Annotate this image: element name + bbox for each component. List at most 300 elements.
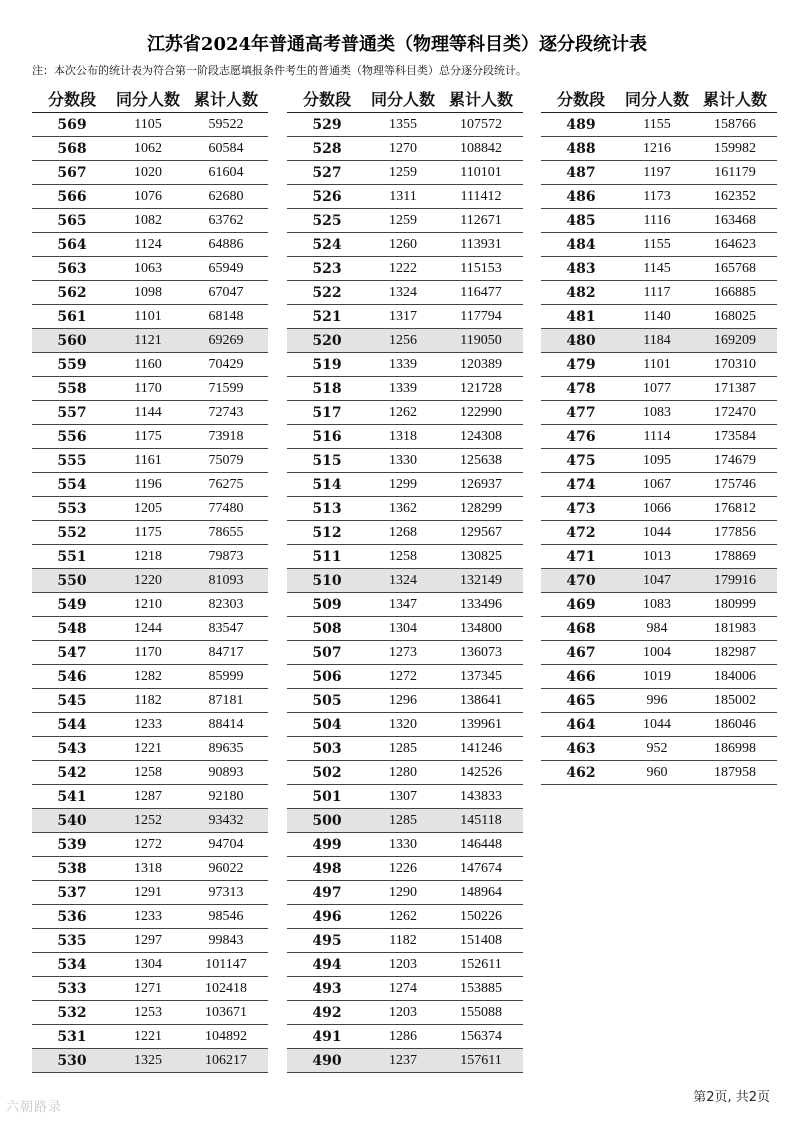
cell-same-score-count: 1311 [389, 188, 417, 204]
header-score-range: 分数段 [302, 89, 351, 109]
cell-score: 492 [312, 1004, 342, 1021]
table-row [287, 377, 523, 401]
cell-same-score-count: 1121 [134, 332, 162, 348]
cell-score: 513 [312, 500, 342, 517]
cell-cumulative-count: 73918 [208, 428, 244, 444]
cell-same-score-count: 1076 [134, 188, 162, 204]
cell-same-score-count: 1203 [389, 956, 417, 972]
cell-score: 497 [312, 884, 342, 901]
cell-cumulative-count: 178869 [714, 548, 756, 564]
cell-score: 551 [57, 548, 87, 565]
table-body [287, 113, 523, 1073]
table-row [32, 137, 268, 161]
table-row [32, 1025, 268, 1049]
cell-score: 503 [312, 740, 342, 757]
table-row [287, 593, 523, 617]
cell-score: 552 [57, 524, 87, 541]
cell-score: 553 [57, 500, 87, 517]
cell-same-score-count: 1020 [134, 164, 162, 180]
table-row [541, 617, 777, 641]
cell-same-score-count: 1299 [389, 476, 417, 492]
cell-same-score-count: 1098 [134, 284, 162, 300]
header-score-range: 分数段 [47, 89, 96, 109]
cell-cumulative-count: 77480 [208, 500, 244, 516]
cell-cumulative-count: 174679 [714, 452, 756, 468]
cell-score: 556 [57, 428, 87, 445]
cell-same-score-count: 1095 [643, 452, 671, 468]
table-row [32, 641, 268, 665]
cell-cumulative-count: 111412 [460, 188, 502, 204]
header-same-score-count: 同分人数 [115, 89, 180, 109]
cell-score: 547 [57, 644, 87, 661]
cell-score: 478 [566, 380, 596, 397]
table-row [541, 497, 777, 521]
cell-cumulative-count: 172470 [714, 404, 756, 420]
cell-score: 525 [312, 212, 342, 229]
cell-same-score-count: 1184 [643, 332, 671, 348]
cell-score: 538 [57, 860, 87, 877]
cell-same-score-count: 1256 [389, 332, 417, 348]
cell-score: 554 [57, 476, 87, 493]
cell-cumulative-count: 139961 [460, 716, 502, 732]
table-row [541, 593, 777, 617]
cell-same-score-count: 1101 [134, 308, 162, 324]
table-row [287, 761, 523, 785]
cell-same-score-count: 1285 [389, 740, 417, 756]
cell-same-score-count: 1124 [134, 236, 162, 252]
cell-cumulative-count: 142526 [460, 764, 502, 780]
cell-score: 467 [566, 644, 596, 661]
cell-score: 505 [312, 692, 342, 709]
cell-score: 546 [57, 668, 87, 685]
cell-same-score-count: 1270 [389, 140, 417, 156]
table-row [287, 905, 523, 929]
cell-cumulative-count: 78655 [208, 524, 244, 540]
cell-cumulative-count: 186046 [714, 716, 756, 732]
cell-cumulative-count: 138641 [460, 692, 502, 708]
cell-cumulative-count: 173584 [714, 428, 756, 444]
table-row [32, 809, 268, 833]
cell-same-score-count: 1274 [389, 980, 417, 996]
table-row [32, 449, 268, 473]
cell-same-score-count: 1272 [134, 836, 162, 852]
table-row [32, 521, 268, 545]
cell-cumulative-count: 176812 [714, 500, 756, 516]
cell-score: 535 [57, 932, 87, 949]
cell-same-score-count: 1304 [389, 620, 417, 636]
table-row [32, 713, 268, 737]
table-row [541, 137, 777, 161]
cell-score: 481 [566, 308, 596, 325]
cell-score: 502 [312, 764, 342, 781]
cell-same-score-count: 1291 [134, 884, 162, 900]
cell-score: 463 [566, 740, 596, 757]
cell-cumulative-count: 116477 [460, 284, 502, 300]
cell-cumulative-count: 108842 [460, 140, 502, 156]
cell-score: 465 [566, 692, 596, 709]
cell-cumulative-count: 184006 [714, 668, 756, 684]
cell-same-score-count: 1317 [389, 308, 417, 324]
cell-same-score-count: 1339 [389, 380, 417, 396]
cell-cumulative-count: 96022 [208, 860, 244, 876]
table-row [32, 929, 268, 953]
cell-score: 508 [312, 620, 342, 637]
cell-score: 482 [566, 284, 596, 301]
cell-same-score-count: 1258 [134, 764, 162, 780]
cell-cumulative-count: 136073 [460, 644, 502, 660]
cell-cumulative-count: 185002 [714, 692, 756, 708]
cell-cumulative-count: 141246 [460, 740, 502, 756]
cell-cumulative-count: 132149 [460, 572, 502, 588]
cell-score: 567 [57, 164, 87, 181]
header-score-range: 分数段 [556, 89, 605, 109]
table-row [541, 257, 777, 281]
cell-same-score-count: 1318 [389, 428, 417, 444]
cell-same-score-count: 1182 [389, 932, 417, 948]
table-row [541, 329, 777, 353]
table-body [541, 113, 777, 785]
table-row [32, 329, 268, 353]
cell-cumulative-count: 72743 [208, 404, 244, 420]
cell-score: 527 [312, 164, 342, 181]
cell-score: 534 [57, 956, 87, 973]
cell-score: 472 [566, 524, 596, 541]
cell-cumulative-count: 62680 [208, 188, 244, 204]
table-row [287, 617, 523, 641]
cell-score: 523 [312, 260, 342, 277]
cell-cumulative-count: 130825 [460, 548, 502, 564]
table-row [287, 353, 523, 377]
cell-cumulative-count: 175746 [714, 476, 756, 492]
cell-cumulative-count: 163468 [714, 212, 756, 228]
table-row [32, 593, 268, 617]
table-row [32, 209, 268, 233]
table-row [287, 737, 523, 761]
table-row [541, 449, 777, 473]
cell-score: 515 [312, 452, 342, 469]
table-row [32, 257, 268, 281]
cell-score: 559 [57, 356, 87, 373]
cell-score: 549 [57, 596, 87, 613]
table-header [32, 84, 268, 113]
cell-same-score-count: 1155 [643, 116, 671, 132]
cell-cumulative-count: 162352 [714, 188, 756, 204]
table-row [32, 185, 268, 209]
table-row [32, 665, 268, 689]
cell-score: 498 [312, 860, 342, 877]
table-row [287, 545, 523, 569]
cell-score: 550 [57, 572, 87, 589]
cell-same-score-count: 1286 [389, 1028, 417, 1044]
cell-same-score-count: 1282 [134, 668, 162, 684]
cell-cumulative-count: 164623 [714, 236, 756, 252]
cell-same-score-count: 1114 [643, 428, 671, 444]
cell-same-score-count: 1105 [134, 116, 162, 132]
cell-score: 485 [566, 212, 596, 229]
cell-cumulative-count: 107572 [460, 116, 502, 132]
cell-cumulative-count: 153885 [460, 980, 502, 996]
table-row [287, 1001, 523, 1025]
cell-score: 512 [312, 524, 342, 541]
table-row [32, 953, 268, 977]
table-row [32, 545, 268, 569]
cell-same-score-count: 1044 [643, 524, 671, 540]
cell-same-score-count: 952 [646, 740, 668, 756]
cell-score: 488 [566, 140, 596, 157]
cell-same-score-count: 1271 [134, 980, 162, 996]
cell-score: 544 [57, 716, 87, 733]
table-row [32, 689, 268, 713]
table-row [32, 305, 268, 329]
table-row [287, 713, 523, 737]
cell-score: 537 [57, 884, 87, 901]
cell-cumulative-count: 133496 [460, 596, 502, 612]
table-row [541, 713, 777, 737]
cell-cumulative-count: 119050 [460, 332, 502, 348]
table-row [541, 641, 777, 665]
cell-cumulative-count: 92180 [208, 788, 244, 804]
table-row [541, 737, 777, 761]
cell-score: 520 [312, 332, 342, 349]
table-body [32, 113, 268, 1073]
cell-same-score-count: 1362 [389, 500, 417, 516]
table-row [32, 737, 268, 761]
table-row [32, 497, 268, 521]
cell-same-score-count: 1220 [134, 572, 162, 588]
cell-cumulative-count: 88414 [208, 716, 244, 732]
table-row [541, 473, 777, 497]
table-row [541, 353, 777, 377]
cell-same-score-count: 1221 [134, 740, 162, 756]
table-row [541, 689, 777, 713]
cell-same-score-count: 1077 [643, 380, 671, 396]
table-row [541, 761, 777, 785]
cell-same-score-count: 1222 [389, 260, 417, 276]
cell-score: 514 [312, 476, 342, 493]
cell-same-score-count: 1066 [643, 500, 671, 516]
cell-cumulative-count: 128299 [460, 500, 502, 516]
table-row [32, 905, 268, 929]
cell-same-score-count: 1004 [643, 644, 671, 660]
table-row [32, 1049, 268, 1073]
cell-score: 468 [566, 620, 596, 637]
cell-same-score-count: 1260 [389, 236, 417, 252]
table-row [287, 161, 523, 185]
table-row [32, 857, 268, 881]
cell-same-score-count: 1083 [643, 596, 671, 612]
cell-same-score-count: 1296 [389, 692, 417, 708]
cell-score: 489 [566, 116, 596, 133]
cell-same-score-count: 1067 [643, 476, 671, 492]
table-row [287, 833, 523, 857]
cell-score: 510 [312, 572, 342, 589]
cell-same-score-count: 1175 [134, 524, 162, 540]
score-table-column-1 [32, 84, 268, 1073]
table-row [287, 305, 523, 329]
cell-same-score-count: 1355 [389, 116, 417, 132]
header-same-score-count: 同分人数 [624, 89, 689, 109]
cell-same-score-count: 960 [646, 764, 668, 780]
cell-score: 540 [57, 812, 87, 829]
cell-cumulative-count: 110101 [460, 164, 502, 180]
cell-cumulative-count: 76275 [208, 476, 244, 492]
cell-same-score-count: 1182 [134, 692, 162, 708]
cell-cumulative-count: 169209 [714, 332, 756, 348]
cell-same-score-count: 1237 [389, 1052, 417, 1068]
cell-score: 494 [312, 956, 342, 973]
table-row [541, 281, 777, 305]
cell-cumulative-count: 137345 [460, 668, 502, 684]
cell-score: 484 [566, 236, 596, 253]
cell-score: 528 [312, 140, 342, 157]
cell-cumulative-count: 98546 [208, 908, 244, 924]
cell-same-score-count: 1324 [389, 284, 417, 300]
cell-same-score-count: 1268 [389, 524, 417, 540]
cell-score: 479 [566, 356, 596, 373]
header-cumulative-count: 累计人数 [702, 89, 767, 109]
cell-cumulative-count: 156374 [460, 1028, 502, 1044]
cell-score: 533 [57, 980, 87, 997]
table-row [32, 161, 268, 185]
table-row [287, 665, 523, 689]
table-row [541, 569, 777, 593]
table-row [287, 185, 523, 209]
cell-same-score-count: 1280 [389, 764, 417, 780]
cell-score: 483 [566, 260, 596, 277]
table-row [32, 377, 268, 401]
watermark: 六朝路录 [6, 1100, 63, 1115]
cell-cumulative-count: 186998 [714, 740, 756, 756]
cell-cumulative-count: 187958 [714, 764, 756, 780]
cell-score: 565 [57, 212, 87, 229]
cell-score: 493 [312, 980, 342, 997]
table-row [32, 617, 268, 641]
table-row [32, 113, 268, 137]
cell-score: 558 [57, 380, 87, 397]
cell-same-score-count: 1116 [643, 212, 671, 228]
cell-same-score-count: 1347 [389, 596, 417, 612]
cell-cumulative-count: 93432 [208, 812, 244, 828]
cell-cumulative-count: 124308 [460, 428, 502, 444]
cell-same-score-count: 1145 [643, 260, 671, 276]
cell-same-score-count: 1140 [643, 308, 671, 324]
cell-cumulative-count: 102418 [205, 980, 247, 996]
cell-same-score-count: 1307 [389, 788, 417, 804]
cell-same-score-count: 1175 [134, 428, 162, 444]
cell-cumulative-count: 61604 [208, 164, 244, 180]
cell-same-score-count: 1216 [643, 140, 671, 156]
cell-score: 524 [312, 236, 342, 253]
table-row [287, 497, 523, 521]
score-table-column-2 [287, 84, 523, 1073]
cell-score: 507 [312, 644, 342, 661]
cell-same-score-count: 1044 [643, 716, 671, 732]
cell-score: 555 [57, 452, 87, 469]
table-row [541, 233, 777, 257]
cell-score: 529 [312, 116, 342, 133]
cell-cumulative-count: 59522 [208, 116, 244, 132]
cell-cumulative-count: 84717 [208, 644, 244, 660]
cell-same-score-count: 1063 [134, 260, 162, 276]
cell-score: 462 [566, 764, 596, 781]
cell-score: 495 [312, 932, 342, 949]
table-row [287, 881, 523, 905]
cell-same-score-count: 1170 [134, 380, 162, 396]
table-row [32, 833, 268, 857]
cell-same-score-count: 1203 [389, 1004, 417, 1020]
table-row [541, 665, 777, 689]
table-row [287, 977, 523, 1001]
cell-same-score-count: 1117 [643, 284, 671, 300]
cell-same-score-count: 1155 [643, 236, 671, 252]
cell-cumulative-count: 120389 [460, 356, 502, 372]
header-same-score-count: 同分人数 [370, 89, 435, 109]
cell-cumulative-count: 122990 [460, 404, 502, 420]
cell-cumulative-count: 121728 [460, 380, 502, 396]
table-row [287, 785, 523, 809]
cell-cumulative-count: 168025 [714, 308, 756, 324]
table-row [287, 929, 523, 953]
cell-score: 464 [566, 716, 596, 733]
table-row [287, 113, 523, 137]
table-row [541, 377, 777, 401]
table-row [541, 425, 777, 449]
cell-cumulative-count: 146448 [460, 836, 502, 852]
cell-score: 560 [57, 332, 87, 349]
cell-cumulative-count: 104892 [205, 1028, 247, 1044]
cell-score: 511 [312, 548, 342, 565]
cell-same-score-count: 1304 [134, 956, 162, 972]
cell-same-score-count: 1082 [134, 212, 162, 228]
cell-same-score-count: 1019 [643, 668, 671, 684]
cell-same-score-count: 1244 [134, 620, 162, 636]
cell-same-score-count: 1253 [134, 1004, 162, 1020]
cell-score: 557 [57, 404, 87, 421]
table-row [287, 233, 523, 257]
cell-cumulative-count: 166885 [714, 284, 756, 300]
cell-score: 568 [57, 140, 87, 157]
cell-cumulative-count: 150226 [460, 908, 502, 924]
cell-score: 519 [312, 356, 342, 373]
cell-cumulative-count: 151408 [460, 932, 502, 948]
header-cumulative-count: 累计人数 [448, 89, 513, 109]
table-note: 注：本次公布的统计表为符合第一阶段志愿填报条件考生的普通类（物理等科目类）总分逐分段统计。 [32, 64, 527, 77]
cell-score: 545 [57, 692, 87, 709]
cell-same-score-count: 1259 [389, 212, 417, 228]
cell-cumulative-count: 129567 [460, 524, 502, 540]
cell-cumulative-count: 94704 [208, 836, 244, 852]
table-row [32, 401, 268, 425]
table-row [287, 209, 523, 233]
table-header [541, 84, 777, 113]
cell-score: 506 [312, 668, 342, 685]
cell-cumulative-count: 115153 [460, 260, 502, 276]
cell-same-score-count: 1290 [389, 884, 417, 900]
cell-score: 477 [566, 404, 596, 421]
cell-score: 531 [57, 1028, 87, 1045]
cell-score: 548 [57, 620, 87, 637]
cell-score: 473 [566, 500, 596, 517]
cell-score: 563 [57, 260, 87, 277]
cell-cumulative-count: 113931 [460, 236, 502, 252]
table-row [287, 1049, 523, 1073]
cell-score: 466 [566, 668, 596, 685]
cell-score: 566 [57, 188, 87, 205]
table-row [287, 137, 523, 161]
cell-same-score-count: 1197 [643, 164, 671, 180]
table-row [287, 281, 523, 305]
cell-score: 530 [57, 1052, 87, 1069]
